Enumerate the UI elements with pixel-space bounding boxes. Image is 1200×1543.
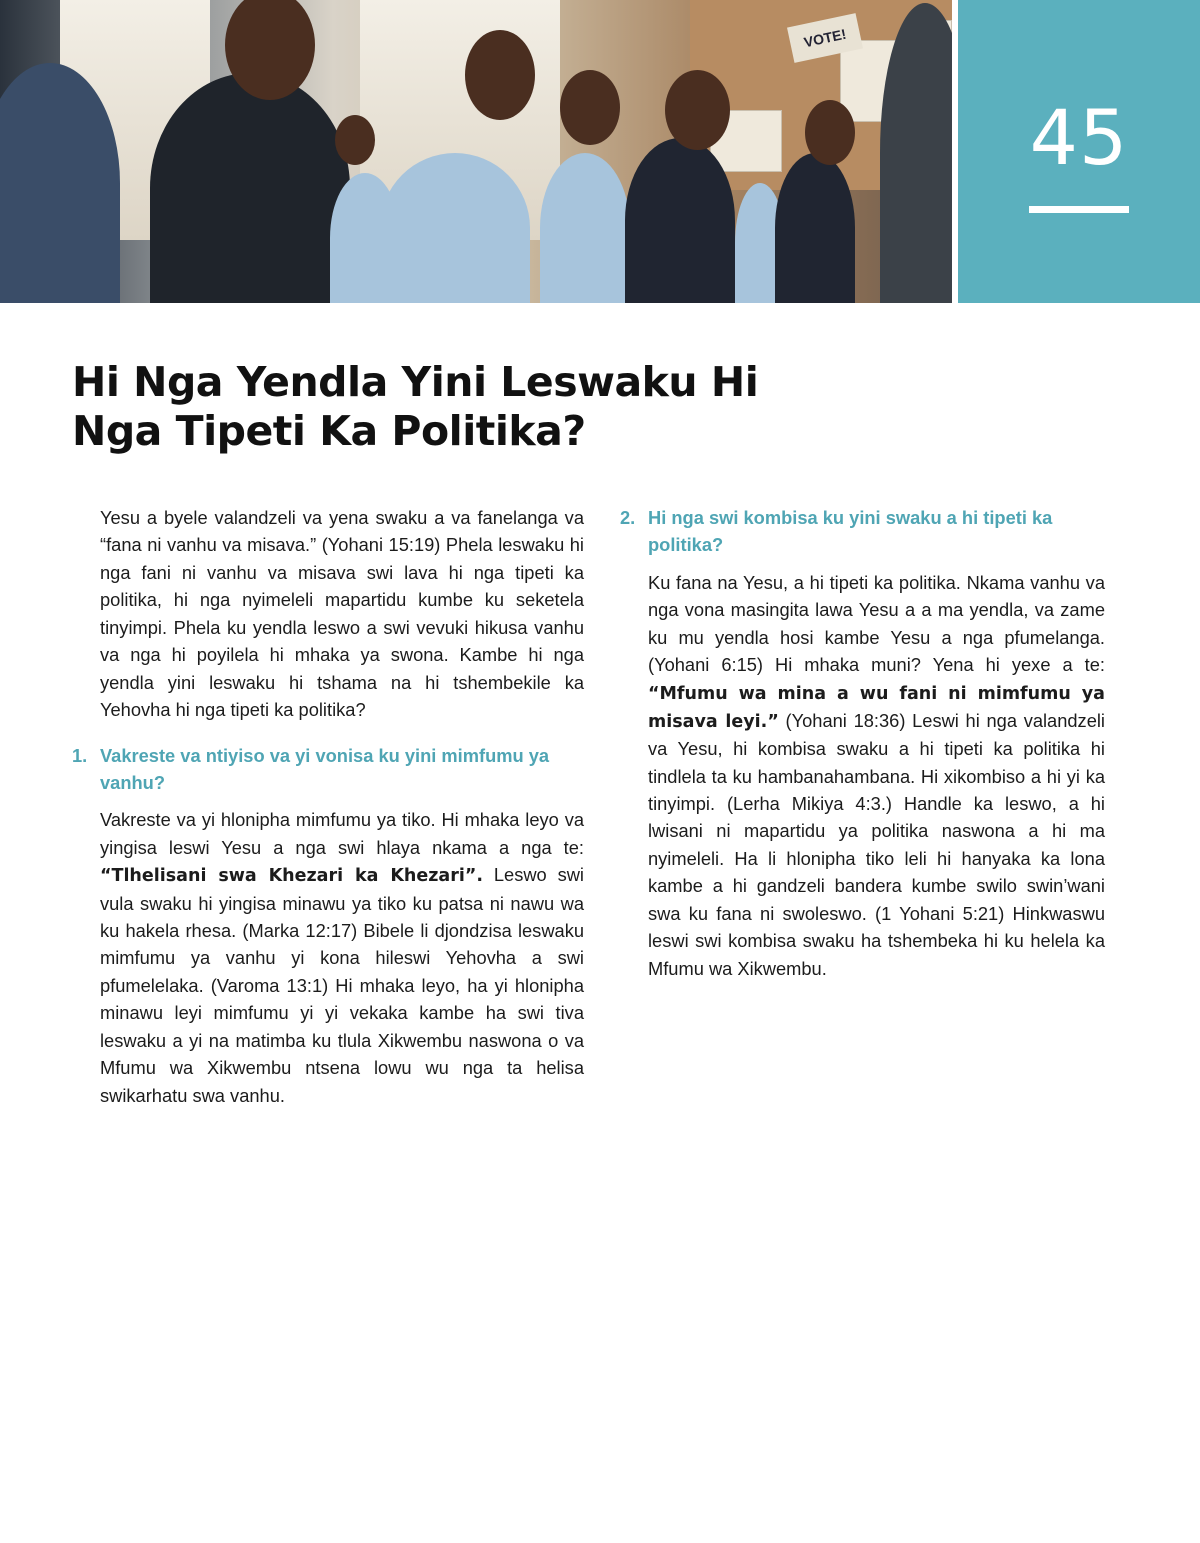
chapter-underline	[1029, 206, 1129, 213]
answer-text: Ku fana na Yesu, a hi tipeti ka politika. Nkama vanhu va nga vona masingita lawa Yesu a a ma yendla, va zame ku mu yendla hosi kambe Yesu a nga pfumelanga. (Yohani 6:15) Hi mhaka muni? Yena hi yexe a te:	[648, 571, 1105, 676]
answer-text: (Yohani 18:36) Leswi hi nga valandzeli va Yesu, hi kombisa swaku a hi tipeti ka politika hi tindlela ta ku hambanahambana. Hi xikombiso a hi yi ka tinyimpi. (Lerha Mikiya 4:3.) Handle ka leswo, a hi lwisani ni mapartidu ya politika naswona a hi ma nyimeleli. Ha li hlonipha tiko leli hi hanyaka ka lona kambe a hi gandzeli bandera kumbe swilo swin’wani swa ku fana ni swoleswo. (1 Yohani 5:21) Hinkwaswu leswi swi kombisa swaku ha tshembeka hi ku helela ka Mfumu wa Xikwembu.	[648, 709, 1105, 979]
person-head	[225, 0, 315, 100]
answer-text: Vakreste va yi hlonipha mimfumu ya tiko. Hi mhaka leyo va yingisa leswi Yesu a nga swi hlaya nkama a nga te:	[100, 809, 584, 858]
person-silhouette	[625, 138, 735, 303]
hero-photo	[0, 0, 952, 303]
title-line-2: Nga Tipeti Ka Politika?	[72, 407, 586, 456]
question-text: Hi nga swi kombisa ku yini swaku a hi tipeti ka politika?	[648, 507, 1053, 556]
question-heading	[72, 742, 584, 797]
chapter-tab	[958, 0, 1200, 303]
question-text: Vakreste va ntiyiso va yi vonisa ku yini mimfumu ya vanhu?	[100, 744, 550, 793]
scripture-quote: “Mfumu wa mina a wu fani ni mimfumu ya misava leyi.”	[648, 683, 1105, 732]
vote-sign: VOTE!	[787, 13, 863, 63]
page-title	[72, 358, 872, 456]
answer-paragraph	[648, 569, 1105, 982]
title-line-1: Hi Nga Yendla Yini Leswaku Hi	[72, 358, 759, 406]
person-silhouette	[540, 153, 630, 303]
person-head	[665, 70, 730, 150]
chapter-number: 45	[1029, 93, 1129, 182]
answer-text: Leswo swi vula swaku hi yingisa minawu ya tiko ku patsa ni nawu wa ku hakela rhesa. (Marka 12:17) Bibele li djondzisa leswaku mimfumu ya vanhu yi kona hileswi Yehovha a swi pfumelelaka. (Varoma 13:1) Hi mhaka leyo, ha yi hlonipha minawu leyi mimfumu yi yi vekaka kambe ha swi tiva leswaku a yi na matimba ku tlula Xikwembu naswona o va Mfumu wa Xikwembu ntsena lowu wu nga ta helisa swikarhatu swa vanhu.	[100, 864, 584, 1106]
person-head	[335, 115, 375, 165]
right-column	[620, 504, 1105, 1000]
intro-paragraph: Yesu a byele valandzeli va yena swaku a va fanelanga va “fana ni vanhu va misava.” (Yohani 15:19) Phela leswaku hi nga fani ni vanhu va misava swi lava hi nga tipeti ka politika, hi nga nyimeleli mapartidu kumbe ku seketela tinyimpi. Phela ku yendla leswo a swi vevuki hikusa vanhu va nga hi poyilela hi mhaka ya swona. Kambe hi nga yendla yini leswaku hi tshama na hi tshembekile ka Yehovha hi nga tipeti ka politika?	[100, 507, 584, 721]
question-number: 1.	[72, 744, 88, 766]
scripture-quote: “Tlhelisani swa Khezari ka Khezari”.	[100, 866, 483, 887]
person-silhouette	[380, 153, 530, 303]
question-number: 2.	[620, 507, 636, 528]
left-column	[72, 504, 584, 1127]
question-heading	[620, 504, 1105, 559]
person-silhouette	[775, 153, 855, 303]
person-silhouette	[150, 73, 350, 303]
answer-paragraph	[100, 806, 584, 1109]
person-head	[805, 100, 855, 165]
person-head	[465, 30, 535, 120]
person-head	[560, 70, 620, 145]
